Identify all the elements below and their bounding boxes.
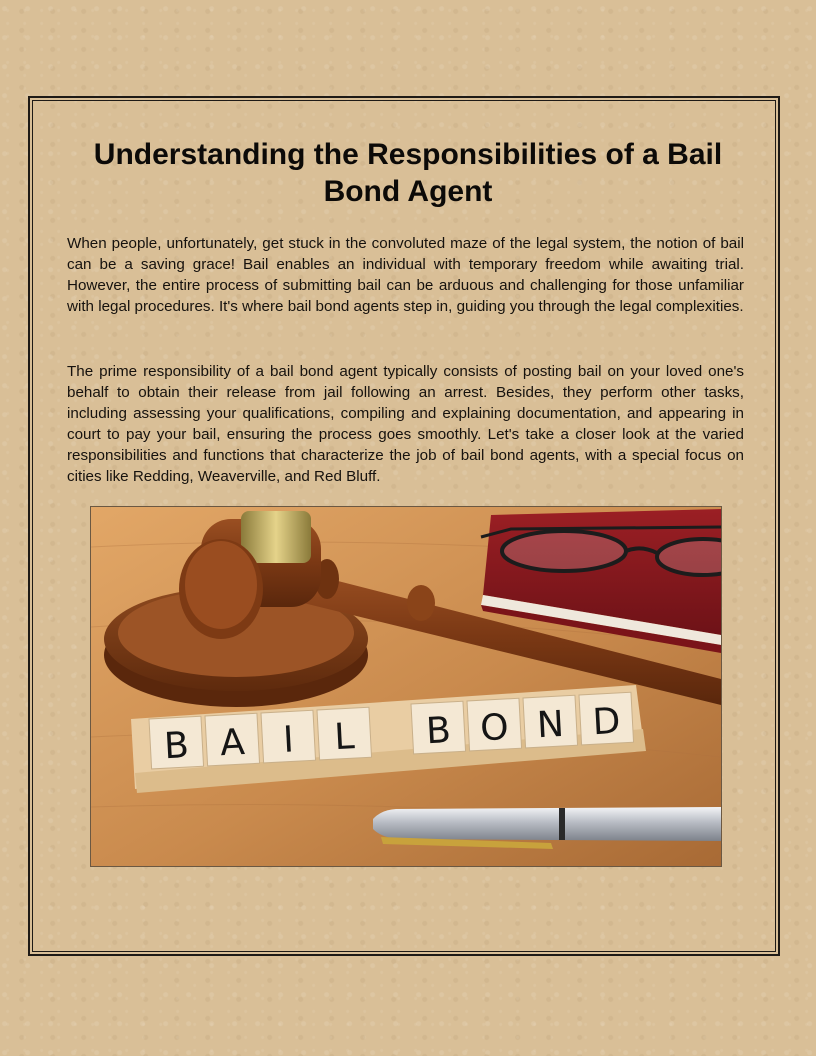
bail-bond-photo xyxy=(90,506,722,867)
tile-letter: B xyxy=(425,709,452,753)
tile-letter: D xyxy=(591,700,622,744)
tile-letter: L xyxy=(333,716,356,759)
body-paragraph: The prime responsibility of a bail bond agent typically consists of posting bail on your loved one's behalf to obtain their release from jail following an arrest. Besides, they perform other tasks, including assessing your qualifications, compiling and explaining documentation, and appearing in court to pay your bail, ensuring the process goes smoothly. Let's take a closer look at the varied responsibilities and functions that characterize the job of bail bond agents, with a special focus on cities like Redding, Weaverville, and Red Bluff. xyxy=(67,363,744,485)
tile-letter: B xyxy=(163,724,190,768)
tile-letter: N xyxy=(535,703,565,747)
article-title: Understanding the Responsibilities of a Bail Bond Agent xyxy=(93,138,723,208)
tile-letter: A xyxy=(219,721,246,765)
tile-letter: I xyxy=(282,719,295,761)
intro-paragraph: When people, unfortunately, get stuck in the convoluted maze of the legal system, the notion of bail can be a saving grace! Bail enables an individual with temporary freedom while awaiting trial. However, the entire process of submitting bail can be arduous and challenging for those unfamiliar with legal procedures. It's where bail bond agents step in, guiding you through the legal complexities. xyxy=(67,235,744,315)
tile-letter: O xyxy=(479,706,510,750)
